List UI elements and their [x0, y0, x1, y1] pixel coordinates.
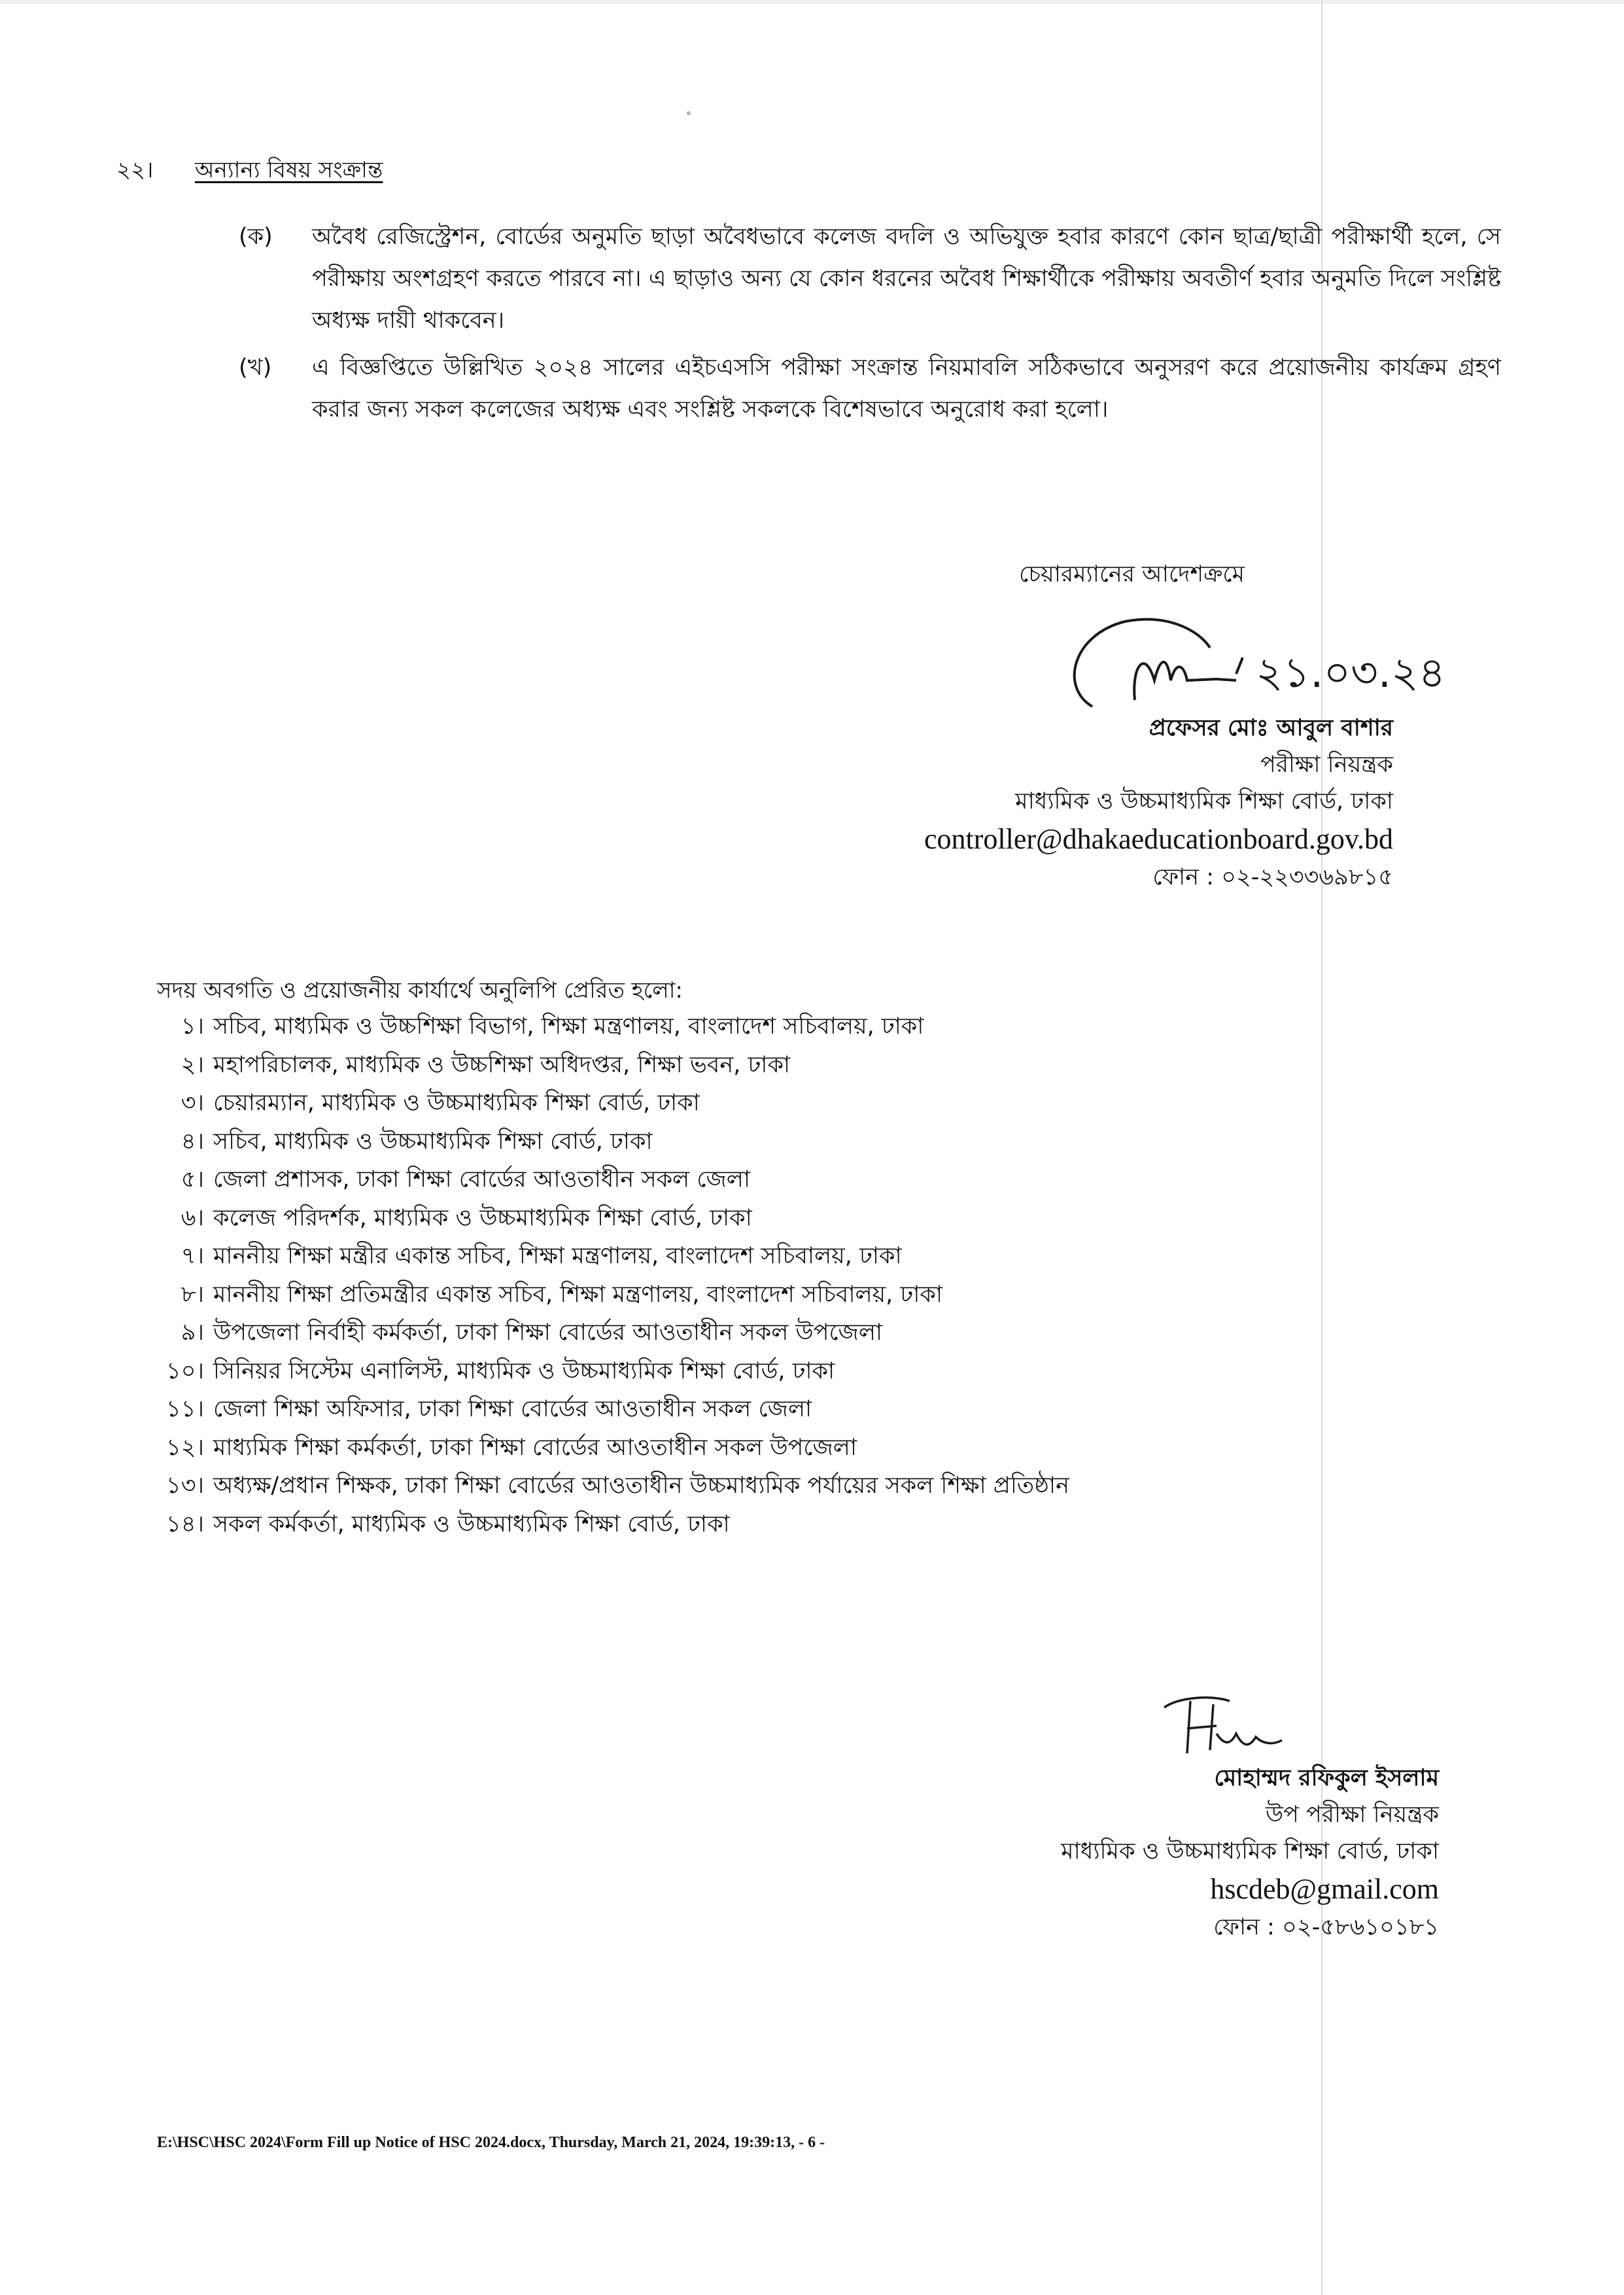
cc-item-text: উপজেলা নির্বাহী কর্মকর্তা, ঢাকা শিক্ষা বোর্ডের আওতাধীন সকল উপজেলা — [213, 1320, 883, 1346]
signatory-1-block — [818, 710, 1393, 896]
cc-list — [158, 1007, 1069, 1543]
cc-item — [158, 1505, 1069, 1544]
cc-item-number: ১০। — [166, 1358, 204, 1384]
cc-item-number: ১১। — [166, 1396, 204, 1422]
cc-item — [158, 1084, 1069, 1123]
cc-item — [158, 1046, 1069, 1085]
clause-text: এ বিজ্ঞপ্তিতে উল্লিখিত ২০২৪ সালের এইচএসসি পরীক্ষা সংক্রান্ত নিয়মাবলি সঠিকভাবে অনুসরণ করে প্রয়োজনীয় কার্যক্রম গ্রহণ করার জন্য সকল কলেজের অধ্যক্ষ এবং সংশ্লিষ্ট সকলকে বিশেষভাবে অনুরোধ করা হলো। — [312, 355, 1501, 423]
cc-item — [158, 1161, 1069, 1199]
cc-item-text: কলেজ পরিদর্শক, মাধ্যমিক ও উচ্চমাধ্যমিক শিক্ষা বোর্ড, ঢাকা — [213, 1204, 752, 1231]
signatory-2-phone: ফোন : ০২-৫৮৬১০১৮১ — [1213, 1914, 1439, 1940]
signature-2 — [1151, 1688, 1302, 1766]
clause-kha — [239, 347, 1501, 430]
cc-item-text: অধ্যক্ষ/প্রধান শিক্ষক, ঢাকা শিক্ষা বোর্ডের আওতাধীন উচ্চমাধ্যমিক পর্যায়ের সকল শিক্ষা প্রতিষ্ঠান — [213, 1473, 1069, 1499]
section-number: ২২। — [116, 157, 154, 183]
cc-item-number: ৯। — [181, 1320, 204, 1346]
cc-item-text: মাধ্যমিক শিক্ষা কর্মকর্তা, ঢাকা শিক্ষা বোর্ডের আওতাধীন সকল উপজেলা — [213, 1434, 857, 1461]
cc-item-number: ১। — [181, 1013, 204, 1040]
section-title: অন্যান্য বিষয় সংক্রান্ত — [195, 157, 383, 183]
signatory-2-block — [850, 1760, 1439, 1946]
cc-item — [158, 1467, 1069, 1505]
signatory-2-office: মাধ্যমিক ও উচ্চমাধ্যমিক শিক্ষা বোর্ড, ঢাকা — [1061, 1838, 1439, 1865]
order-line: চেয়ারম্যানের আদেশক্রমে — [1019, 561, 1245, 587]
signatory-2-email: hscdeb@gmail.com — [1210, 1873, 1439, 1905]
clause-mark: (ক) — [239, 224, 273, 250]
signatory-1-name: প্রফেসর মোঃ আবুল বাশার — [1149, 715, 1393, 741]
cc-item-text: মাননীয় শিক্ষা প্রতিমন্ত্রীর একান্ত সচিব, শিক্ষা মন্ত্রণালয়, বাংলাদেশ সচিবালয়, ঢাকা — [213, 1281, 943, 1308]
file-path-footer: E:\HSC\HSC 2024\Form Fill up Notice of HSC 2024.docx, Thursday, March 21, 2024, 19:39:13, - 6 - — [157, 2134, 825, 2151]
signatory-1-office: মাধ্যমিক ও উচ্চমাধ্যমিক শিক্ষা বোর্ড, ঢাকা — [1015, 788, 1393, 815]
signatory-2-name: মোহাম্মদ রফিকুল ইসলাম — [1214, 1765, 1439, 1791]
cc-item-number: ৮। — [181, 1281, 204, 1308]
cc-item-text: চেয়ারম্যান, মাধ্যমিক ও উচ্চমাধ্যমিক শিক্ষা বোর্ড, ঢাকা — [213, 1090, 700, 1116]
cc-item-number: ৩। — [181, 1090, 204, 1116]
signatory-1-phone: ফোন : ০২-২২৩৩৬৯৮১৫ — [1152, 864, 1393, 890]
cc-item-text: মাননীয় শিক্ষা মন্ত্রীর একান্ত সচিব, শিক্ষা মন্ত্রণালয়, বাংলাদেশ সচিবালয়, ঢাকা — [213, 1243, 902, 1269]
cc-item-number: ৬। — [181, 1204, 204, 1231]
signature-date: ২১.০৩.২৪ — [1256, 649, 1446, 697]
clause-mark: (খ) — [239, 355, 272, 381]
cc-item-text: সিনিয়র সিস্টেম এনালিস্ট, মাধ্যমিক ও উচ্চমাধ্যমিক শিক্ষা বোর্ড, ঢাকা — [213, 1358, 835, 1384]
cc-item — [158, 1007, 1069, 1046]
cc-item-number: ৭। — [181, 1243, 204, 1269]
cc-item — [158, 1276, 1069, 1314]
cc-item-number: ২। — [181, 1051, 204, 1078]
cc-item-number: ১২। — [166, 1434, 204, 1461]
cc-item-text: সচিব, মাধ্যমিক ও উচ্চমাধ্যমিক শিক্ষা বোর্ড, ঢাকা — [213, 1128, 653, 1155]
cc-item — [158, 1237, 1069, 1276]
cc-item-text: সচিব, মাধ্যমিক ও উচ্চশিক্ষা বিভাগ, শিক্ষা মন্ত্রণালয়, বাংলাদেশ সচিবালয়, ঢাকা — [213, 1013, 924, 1040]
cc-item — [158, 1352, 1069, 1391]
scan-speck — [687, 111, 691, 115]
scan-top-edge — [0, 0, 1624, 4]
cc-item-number: ৪। — [181, 1128, 204, 1155]
scan-fold-line — [1321, 0, 1322, 2295]
cc-item-number: ১৪। — [166, 1511, 204, 1537]
cc-item-text: মহাপরিচালক, মাধ্যমিক ও উচ্চশিক্ষা অধিদপ্তর, শিক্ষা ভবন, ঢাকা — [213, 1051, 791, 1078]
cc-item — [158, 1390, 1069, 1429]
signatory-2-designation: উপ পরীক্ষা নিয়ন্ত্রক — [1265, 1802, 1439, 1828]
section-heading — [116, 153, 383, 190]
cc-item-number: ১৩। — [166, 1473, 204, 1499]
cc-intro: সদয় অবগতি ও প্রয়োজনীয় কার্যার্থে অনুলিপি প্রেরিত হলো: — [157, 977, 683, 1004]
cc-item-text: জেলা প্রশাসক, ঢাকা শিক্ষা বোর্ডের আওতাধীন সকল জেলা — [213, 1166, 750, 1193]
cc-item-text: জেলা শিক্ষা অফিসার, ঢাকা শিক্ষা বোর্ডের আওতাধীন সকল জেলা — [213, 1396, 812, 1422]
clause-ka — [239, 216, 1501, 342]
cc-item — [158, 1314, 1069, 1352]
cc-item — [158, 1123, 1069, 1161]
signatory-1-email: controller@dhakaeducationboard.gov.bd — [924, 823, 1393, 855]
clause-text: অবৈধ রেজিস্ট্রেশন, বোর্ডের অনুমতি ছাড়া অবৈধভাবে কলেজ বদলি ও অভিযুক্ত হবার কারণে কোন ছাত্র/ছাত্রী পরীক্ষার্থী হলে, সে পরীক্ষায় অংশগ্রহণ করতে পারবে না। এ ছাড়াও অন্য যে কোন ধরনের অবৈধ শিক্ষার্থীকে পরীক্ষায় অবতীর্ণ হবার অনুমতি দিলে সংশ্লিষ্ট অধ্যক্ষ দায়ী থাকবেন। — [312, 224, 1501, 334]
cc-item — [158, 1429, 1069, 1467]
cc-item-text: সকল কর্মকর্তা, মাধ্যমিক ও উচ্চমাধ্যমিক শিক্ষা বোর্ড, ঢাকা — [213, 1511, 730, 1537]
cc-item-number: ৫। — [181, 1166, 204, 1193]
signatory-1-designation: পরীক্ষা নিয়ন্ত্রক — [1260, 752, 1393, 778]
cc-item — [158, 1199, 1069, 1238]
